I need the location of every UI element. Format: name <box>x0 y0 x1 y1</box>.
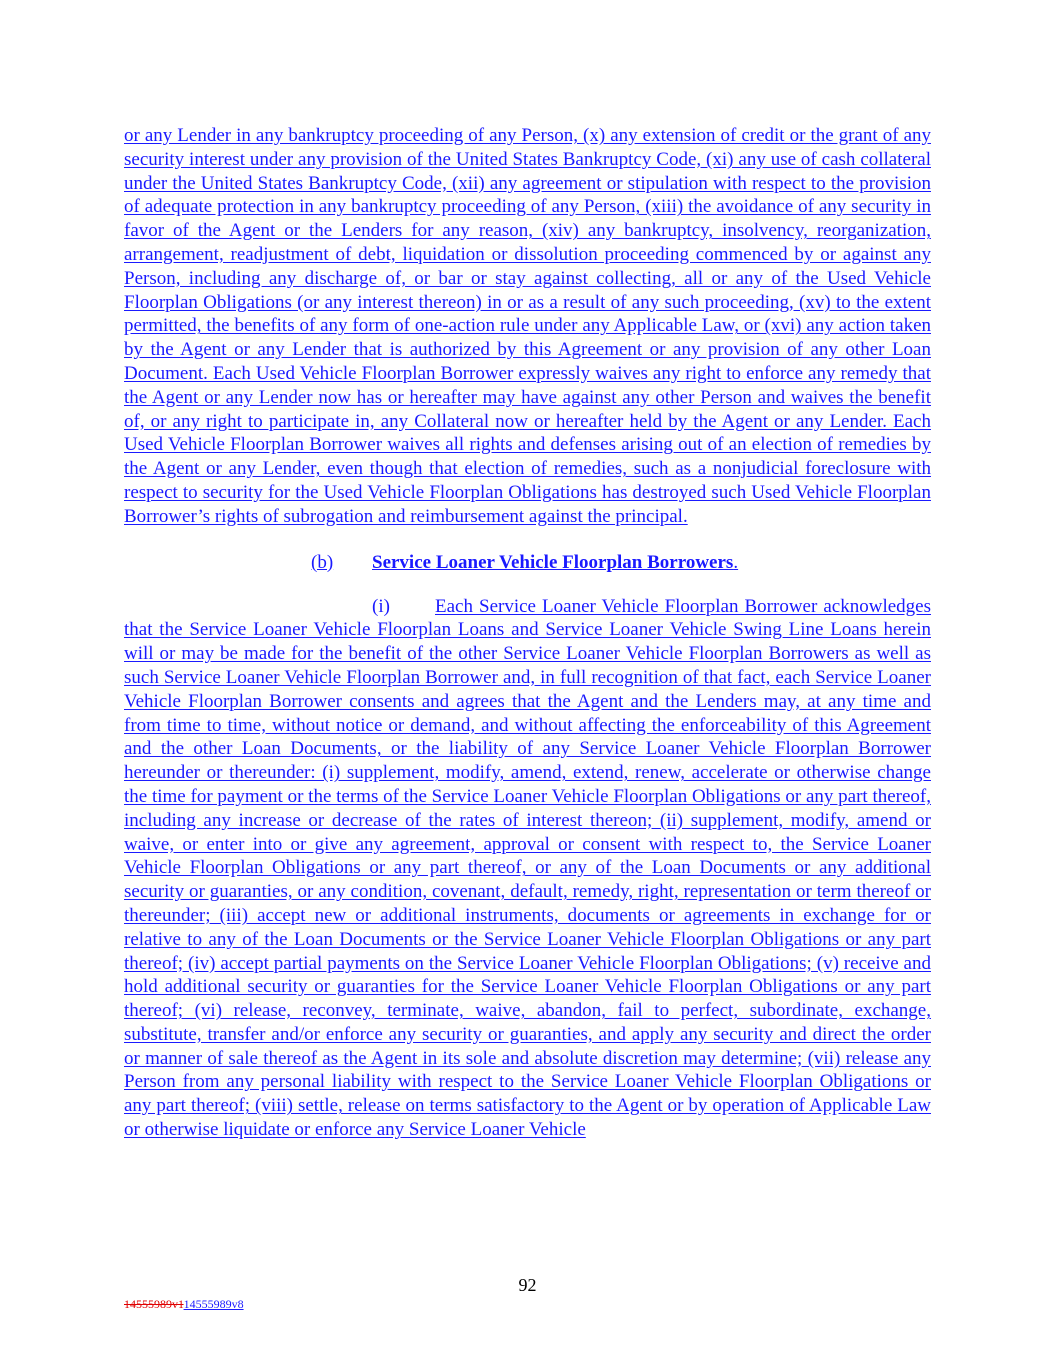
page-number: 92 <box>518 1275 537 1295</box>
section-b-period: . <box>733 551 739 573</box>
document-id <box>124 1297 244 1312</box>
document-body <box>124 124 931 1142</box>
section-b-title-text: Service Loaner Vehicle Floorplan Borrowers <box>372 551 734 573</box>
section-heading-b <box>124 551 931 575</box>
section-b-label: (b) <box>311 551 334 573</box>
document-id-inserted: 14555989v8 <box>183 1297 244 1311</box>
subsection-i-text: Each Service Loaner Vehicle Floorplan Borrower acknowledges that the Service Loaner Vehicle Floorplan Loans and Service Loaner Vehicle Swing Line Loans herein will or may be made for the benefit of the other Service Loaner Vehicle Floorplan Borrowers as well as such Service Loaner Vehicle Floorplan Borrower and, in full recognition of that fact, each Service Loaner Vehicle Floorplan Borrower consents and agrees that the Agent and the Lenders may, at any time and from time to time, without notice or demand, and without affecting the enforceability of this Agreement and the other Loan Documents, or the liability of any Service Loaner Vehicle Floorplan Borrower hereunder or thereunder: (i) supplement, modify, amend, extend, renew, accelerate or otherwise change the time for payment or the terms of the Service Loaner Vehicle Floorplan Obligations or any part thereof, including any increase or decrease of the rates of interest thereon; (ii) supplement, modify, amend or waive, or enter into or give any agreement, approval or consent with respect to, the Service Loaner Vehicle Floorplan Obligations or any part thereof, or any of the Loan Documents or any additional security or guaranties, or any condition, covenant, default, remedy, right, representation or term thereof or thereunder; (iii) accept new or additional instruments, documents or agreements in exchange for or relative to any of the Loan Documents or the Service Loaner Vehicle Floorplan Obligations or any part thereof; (iv) accept partial payments on the Service Loaner Vehicle Floorplan Obligations; (v) receive and hold additional security or guaranties for the Service Loaner Vehicle Floorplan Obligations or any part thereof; (vi) release, reconvey, terminate, waive, abandon, fail to perfect, subordinate, exchange, substitute, transfer and/or enforce any security or guaranties, and apply any security and direct the order or manner of sale thereof as the Agent in its sole and absolute discretion may determine; (vii) release any Person from any personal liability with respect to the Service Loaner Vehicle Floorplan Obligations or any part thereof; (viii) settle, release on terms satisfactory to the Agent or by operation of Applicable Law or otherwise liquidate or enforce any Service Loaner Vehicle <box>124 595 931 1141</box>
document-id-deleted: 14555989v1 <box>124 1297 184 1311</box>
subsection-i-label: (i) <box>372 595 390 617</box>
section-b-title <box>372 551 738 575</box>
body-paragraph-waivers: or any Lender in any bankruptcy proceeding of any Person, (x) any extension of credit or the grant of any security interest under any provision of the United States Bankruptcy Code, (xi) any use of cash collateral under the United States Bankruptcy Code, (xii) any agreement or stipulation with respect to the provision of adequate protection in any bankruptcy proceeding of any Person, (xiii) the avoidance of any security in favor of the Agent or the Lenders for any reason, (xiv) any bankruptcy, insolvency, reorganization, arrangement, readjustment of debt, liquidation or dissolution proceeding commenced by or against any Person, including any discharge of, or bar or stay against collecting, all or any of the Used Vehicle Floorplan Obligations (or any interest thereon) in or as a result of any such proceeding, (xv) to the extent permitted, the benefits of any form of one-action rule under any Applicable Law, or (xvi) any action taken by the Agent or any Lender that is authorized by this Agreement or any provision of any other Loan Document. Each Used Vehicle Floorplan Borrower expressly waives any right to enforce any remedy that the Agent or any Lender now has or hereafter may have against any other Person and waives the benefit of, or any right to participate in, any Collateral now or hereafter held by the Agent or any Lender. Each Used Vehicle Floorplan Borrower waives all rights and defenses arising out of an election of remedies by the Agent or any Lender, even though that election of remedies, such as a nonjudicial foreclosure with respect to security for the Used Vehicle Floorplan Obligations has destroyed such Used Vehicle Floorplan Borrower’s rights of subrogation and reimbursement against the principal. <box>124 125 931 527</box>
body-paragraph-service-loaner <box>124 595 931 1142</box>
